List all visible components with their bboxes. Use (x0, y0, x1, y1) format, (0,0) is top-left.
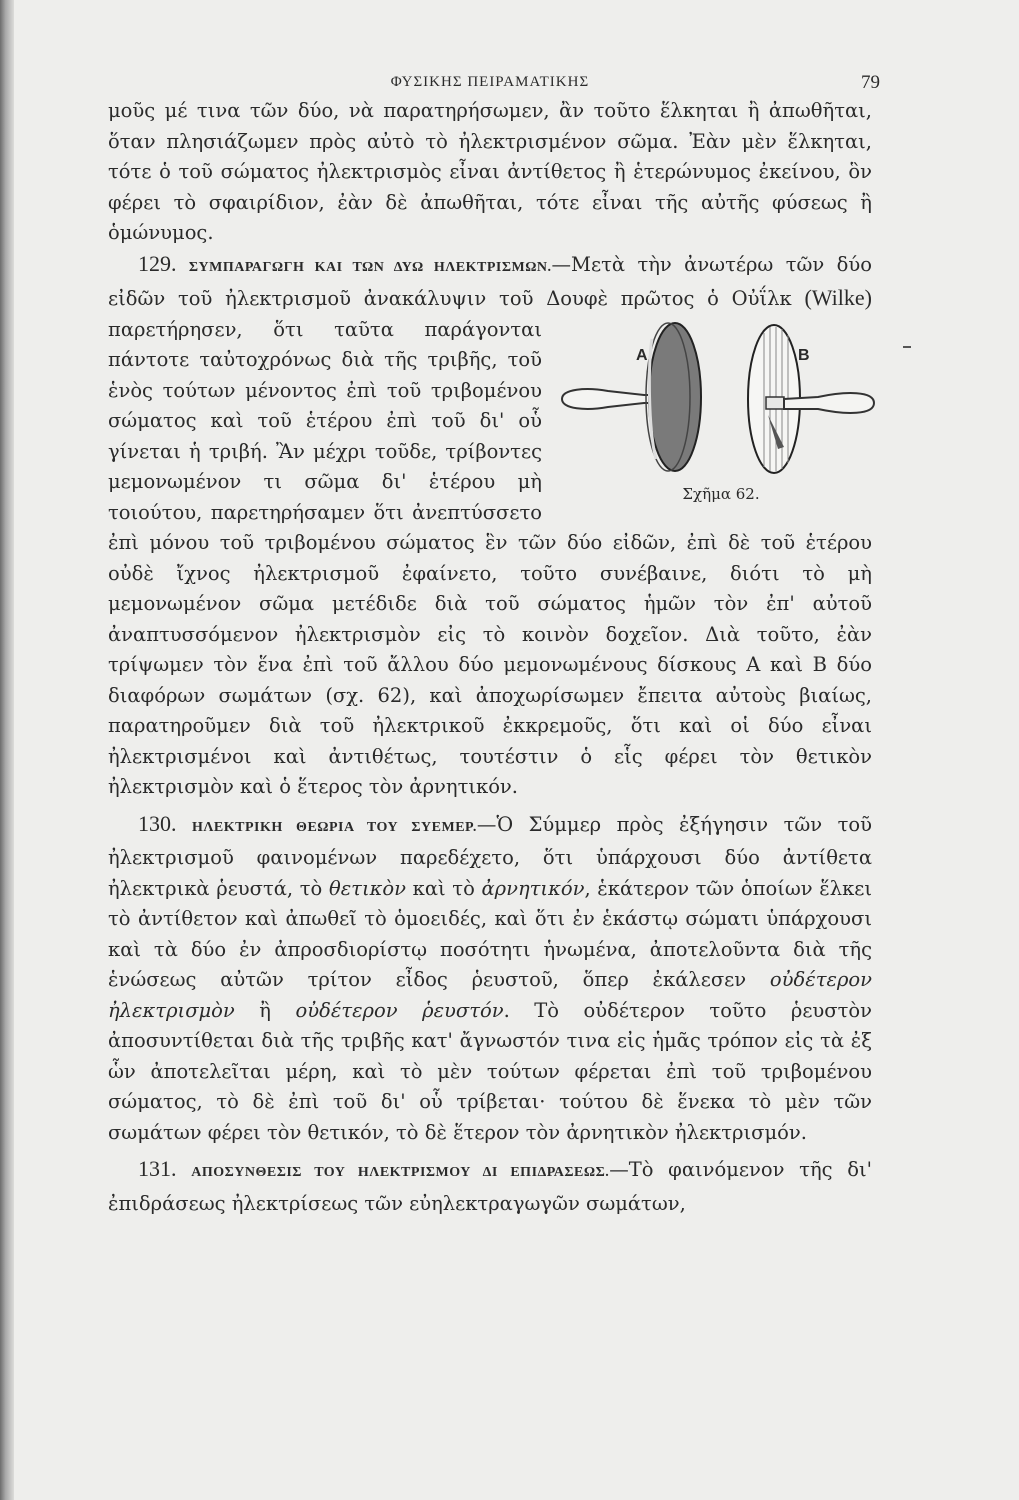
section-text: —Ὁ Σύμμερ πρὸς ἐξήγησιν τῶν τοῦ ἠλεκτρισμοῦ φαινομένων παρεδέχετο, ὅτι ὑπάρχουσι δύο ἀντίθετα ἠλεκτρικὰ ῥευστά, τὸ (108, 812, 872, 900)
term-neutral-fluid: οὐδέτερον ῥευστόν (295, 998, 504, 1022)
intro-paragraph: μοῦς μέ τινα τῶν δύο, νὰ παρατηρήσωμεν, ἂν τοῦτο ἕλκηται ἢ ἀπωθῆται, ὅταν πλησιάζωμεν πρὸς αὐτὸ τὸ ἠλεκτρισμένον σῶμα. Ἐὰν μὲν ἕλκηται, τότε ὁ τοῦ σώματος ἠλεκτρισμὸς εἶναι ἀντίθετος ἢ ἑτερώνυμος ἐκείνου, ὃν φέρει τὸ σφαιρίδιον, ἐὰν δὲ ἀπωθῆται, τότε εἶναι τῆς αὐτῆς φύσεως ἢ ὁμώνυμος. (108, 99, 872, 244)
section-title: ΗΛΕΚΤΡΙΚΗ ΘΕΩΡΙΑ ΤΟΥ ΣΥΕΜΕΡ. (192, 819, 477, 835)
term-negative: ἀρνητικόν (481, 876, 585, 900)
discs-illustration (556, 319, 886, 479)
section-text: . Τὸ οὐδέτερον τοῦτο ῥευστὸν ἀποσυντίθεται διὰ τῆς τριβῆς κατ' ἄγνωστόν τινα εἰς ἡμᾶς τρόπον εἰς τὰ ἐξ ὧν ἀποτελεῖται μέρη, καὶ τὸ μὲν τούτων φέρεται ἐπὶ τοῦ τριβομένου σώματος, τὸ δὲ ἐπὶ τοῦ δι' οὗ τρίβεται· τούτου δὲ ἕνεκα τὸ μὲν τῶν σωμάτων φέρει τὸν θετικόν, τὸ δὲ ἕτερον τὸν ἀρνητικὸν ἠλεκτρισμόν. (108, 998, 872, 1144)
section-text: , ἑκάτερον τῶν ὁποίων ἕλκει τὸ ἀντίθετον καὶ ἀπωθεῖ τὸ ὁμοειδές, καὶ ὅτι ἐν ἑκάστῳ σώματι ὑπάρχουσι καὶ τὰ δύο ἐν ἀπροσδιορίστῳ ποσότητι ἡνωμένα, ἀποτελοῦντα διὰ τῆς ἑνώσεως αὐτῶν τρίτον εἶδος ῥευστοῦ, ὅπερ ἐκάλεσεν (108, 876, 873, 991)
section-text: καὶ τὸ (405, 876, 482, 900)
section-text-continued: παρετήρησεν, ὅτι ταῦτα παράγονται πάντοτε ταὐτοχρόνως διὰ τῆς τριβῆς, τοῦ ἑνὸς τούτων μένοντος ἐπὶ τοῦ τριβομένου σώματος καὶ τοῦ ἑτέρου ἐπὶ τοῦ δι' οὗ γίνεται ἡ τριβή. Ἂν μέχρι τοῦδε, τρίβοντες μεμονωμένον τι σῶμα δι' ἑτέρου μὴ τοιούτου, παρετηρήσαμεν ὅτι ἀνεπτύσσετο ἐπὶ μόνου τοῦ τριβομένου σώματος ἓν τῶν δύο εἰδῶν, ἐπὶ δὲ τοῦ ἑτέρου οὐδὲ ἴχνος ἠλεκτρισμοῦ ἐφαίνετο, τοῦτο συνέβαινε, διότι τὸ μὴ μεμονωμένον σῶμα μετέδιδε διὰ τοῦ σώματος ἡμῶν τὸν ἐπ' αὐτοῦ ἀναπτυσσόμενον ἠλεκτρισμὸν εἰς τὸ κοινὸν δοχεῖον. Διὰ τοῦτο, ἐὰν τρίψωμεν τὸν ἕνα ἐπὶ τοῦ ἄλλου δύο μεμονωμένους δίσκους Α καὶ Β δύο διαφόρων σωμάτων (σχ. 62), καὶ ἀποχωρίσωμεν ἔπειτα αὐτοὺς βιαίως, παρατηροῦμεν διὰ τοῦ ἠλεκτρικοῦ ἐκκρεμοῦς, ὅτι καὶ οἱ δύο εἶναι ἠλεκτρισμένοι καὶ ἀντιθέτως, τουτέστιν ὁ εἷς φέρει τὸν θετικὸν ἠλεκτρισμὸν καὶ ὁ ἕτερος τὸν ἀρνητικόν. (108, 317, 872, 798)
section-text: —Μετὰ τὴν ἀνωτέρω τῶν δύο εἰδῶν τοῦ ἠλεκτρισμοῦ ἀνακάλυψιν τοῦ Δουφὲ πρῶτος ὁ Οὐΐλκ (108, 252, 872, 310)
running-title: ΦΥΣΙΚΗΣ ΠΕΙΡΑΜΑΤΙΚΗΣ (390, 74, 590, 90)
section-129 (108, 249, 872, 803)
latin-name: (Wilke) (804, 285, 872, 310)
page-number: 79 (861, 72, 880, 93)
figure-caption: Σχῆμα 62. (682, 484, 760, 503)
section-131-paragraph (108, 1154, 872, 1219)
figure-62 (556, 319, 886, 509)
figure-label-b: B (798, 346, 810, 364)
section-130-paragraph (108, 809, 872, 1149)
section-number: 131. (138, 1156, 177, 1181)
book-page (108, 70, 880, 1219)
section-title: ΑΠΟΣΥΝΘΕΣΙΣ ΤΟΥ ΗΛΕΚΤΡΙΣΜΟΥ ΔΙ ΕΠΙΔΡΑΣΕΩΣ. (191, 1165, 610, 1180)
section-number: 130. (138, 810, 177, 836)
scan-binding-shadow (0, 0, 14, 1500)
section-title: ΣΥΜΠΑΡΑΓΩΓΗ ΚΑΙ ΤΩΝ ΔΥΩ ΗΛΕΚΤΡΙΣΜΩΝ. (188, 259, 552, 275)
disc-b-icon (748, 325, 874, 473)
margin-mark (903, 346, 911, 348)
term-positive: θετικὸν (328, 876, 406, 900)
figure-label-a: A (636, 346, 648, 364)
running-head (108, 70, 880, 96)
section-129-paragraph (108, 249, 872, 803)
section-text: —Τὸ φαινόμενον τῆς δι' ἐπιδράσεως ἠλεκτρίσεως τῶν εὐηλεκτραγωγῶν σωμάτων, (108, 1158, 872, 1215)
section-text: ἢ (234, 998, 296, 1022)
term-neutral-electricity: οὐδέτερον ἠλεκτρισμὸν (108, 968, 872, 1022)
disc-a-icon (562, 323, 701, 471)
section-number: 129. (138, 250, 177, 276)
